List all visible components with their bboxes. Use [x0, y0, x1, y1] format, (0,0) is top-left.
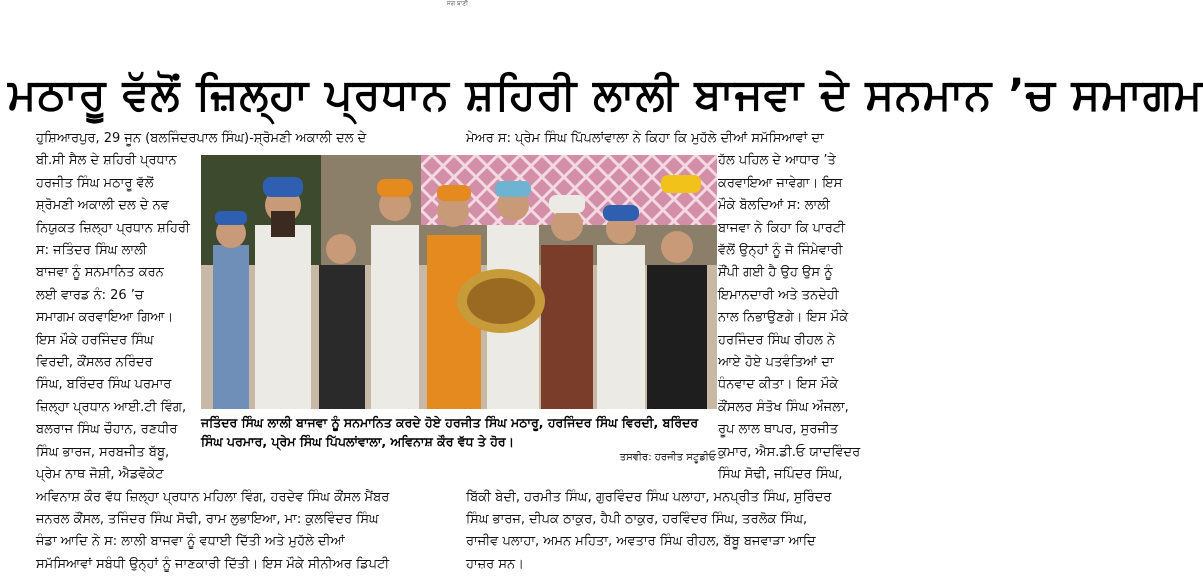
article-line: ਹਰਜਿੰਦਰ ਸਿੰਘ ਰੀਹਲ ਨੇ	[718, 332, 836, 348]
article-line: ਜ਼ਿਲ੍ਹਾ ਪ੍ਰਧਾਨ ਆਈ.ਟੀ ਵਿੰਗ,	[36, 399, 187, 415]
photo-credit: ਤਸਵੀਰ: ਹਰਜੀਤ ਸਟੂਡੀਓ	[619, 452, 716, 463]
news-photo	[201, 155, 717, 409]
article-line: ਮੇਅਰ ਸ: ਪ੍ਰੇਮ ਸਿੰਘ ਪਿੱਪਲਾਂਵਾਲਾ ਨੇ ਕਿਹਾ ਕਿ ਮੁਹੱਲੇ ਦੀਆਂ ਸਮੱਸਿਆਵਾਂ ਦਾ	[466, 131, 824, 146]
article-line: ਰੂਪ ਲਾਲ ਥਾਪਰ, ਸੁਰਜੀਤ	[718, 422, 839, 438]
article-line: ਇਸ ਮੌਕੇ ਹਰਜਿੰਦਰ ਸਿੰਘ	[36, 332, 154, 348]
article-line: ਲਈ ਵਾਰਡ ਨੰ: 26 ’ਚ	[36, 287, 144, 303]
article-line: ਹਰਜੀਤ ਸਿੰਘ ਮਠਾਰੂ ਵੱਲੋਂ	[36, 175, 154, 191]
article-line: ਨਿਯੁਕਤ ਜ਼ਿਲ੍ਹਾ ਪ੍ਰਧਾਨ ਸ਼ਹਿਰੀ	[36, 220, 190, 236]
article-line: ਰਾਜੀਵ ਪਲਾਹਾ, ਅਮਨ ਮਹਿਤਾ, ਅਵਤਾਰ ਸਿੰਘ ਰੀਹਲ, ਬੱਬੂ ਬਜਵਾੜਾ ਆਦਿ	[466, 534, 816, 550]
article-line: ਜਨਰਲ ਕੌਂਸਲ, ਤਜਿੰਦਰ ਸਿੰਘ ਸੋਢੀ, ਰਾਮ ਲੁਭਾਇਆ, ਮਾ: ਕੁਲਵਿੰਦਰ ਸਿੰਘ	[36, 511, 379, 527]
article-line: ਜੰਡਾ ਆਦਿ ਨੇ ਸ: ਲਾਲੀ ਬਾਜਵਾ ਨੂੰ ਵਧਾਈ ਦਿੱਤੀ ਅਤੇ ਮੁਹੱਲੇ ਦੀਆਂ	[36, 534, 345, 550]
article-line: ਹੁਸ਼ਿਆਰਪੁਰ, 29 ਜੂਨ (ਬਲਜਿੰਦਰਪਾਲ ਸਿੰਘ)-ਸ਼੍ਰੋਮਣੀ ਅਕਾਲੀ ਦਲ ਦੇ	[36, 131, 367, 146]
article-line: ਕਰਵਾਇਆ ਜਾਵੇਗਾ। ਇਸ	[718, 175, 843, 191]
article-line: ਸ਼੍ਰੋਮਣੀ ਅਕਾਲੀ ਦਲ ਦੇ ਨਵ	[36, 198, 169, 214]
article-line: ਸ: ਜਤਿੰਦਰ ਸਿੰਘ ਲਾਲੀ	[36, 243, 147, 259]
article-line: ਸੌਂਪੀ ਗਈ ਹੈ ਉਹ ਉਸ ਨੂੰ	[718, 265, 833, 281]
article-line: ਸਿੰਘ ਭਾਰਜ, ਸਰਬਜੀਤ ਬੱਬੂ,	[36, 444, 170, 460]
article-line: ਨਾਲ ਨਿਭਾਉਣਗੇ। ਇਸ ਮੌਕੇ	[718, 310, 849, 326]
top-strip: ਜਗ ਬਾਣੀ	[446, 0, 469, 7]
article-line: ਸਿੰਘ ਭਾਰਜ, ਦੀਪਕ ਠਾਕੁਰ, ਹੈਪੀ ਠਾਕੁਰ, ਹਰਵਿੰਦਰ ਸਿੰਘ, ਤਰਲੋਕ ਸਿੰਘ,	[466, 511, 808, 527]
article-line: ਆਏ ਹੋਏ ਪਤਵੰਤਿਆਂ ਦਾ	[718, 355, 834, 371]
article-line: ਬਾਜਵਾ ਨੂੰ ਸਨਮਾਨਿਤ ਕਰਨ	[36, 265, 164, 281]
article-line: ਕੁਮਾਰ, ਐਸ.ਡੀ.ਓ ਯਾਦਵਿੰਦਰ	[718, 444, 861, 460]
photo-caption: ਜਤਿੰਦਰ ਸਿੰਘ ਲਾਲੀ ਬਾਜਵਾ ਨੂੰ ਸਨਮਾਨਿਤ ਕਰਦੇ ਹੋਏ ਹਰਜੀਤ ਸਿੰਘ ਮਠਾਰੂ, ਹਰਜਿੰਦਰ ਸਿੰਘ ਵਿਰਦੀ, ਬਰਿੰਦਰ ਸਿੰਘ ਪਰਮਾਰ, ਪ੍ਰੇਮ ਸਿੰਘ ਪਿੱਪਲਾਂਵਾਲਾ, ਅਵਿਨਾਸ਼ ਕੌਰ ਵੱਧ ਤੇ ਹੋਰ।	[201, 415, 699, 449]
article-line: ਬੀ.ਸੀ ਸੈਲ ਦੇ ਸ਼ਹਿਰੀ ਪ੍ਰਧਾਨ	[36, 153, 177, 169]
article-line: ਧੰਨਵਾਦ ਕੀਤਾ। ਇਸ ਮੌਕੇ	[718, 377, 839, 393]
article-line: ਕੌਂਸਲਰ ਸੰਤੋਖ ਸਿੰਘ ਔਜਲਾ,	[718, 399, 849, 415]
article-line: ਅਵਿਨਾਸ਼ ਕੌਰ ਵੱਧ ਜ਼ਿਲ੍ਹਾ ਪ੍ਰਧਾਨ ਮਹਿਲਾ ਵਿੰਗ, ਹਰਦੇਵ ਸਿੰਘ ਕੌਂਸਲ ਮੈਂਬਰ	[36, 489, 390, 505]
article-line: ਸਿੰਘ ਸੋਢੀ, ਜਪਿੰਦਰ ਸਿੰਘ,	[718, 467, 843, 483]
article-line: ਹੱਲ ਪਹਿਲ ਦੇ ਆਧਾਰ ’ਤੇ	[718, 153, 836, 169]
headline: ਮਠਾਰੂ ਵੱਲੋਂ ਜ਼ਿਲ੍ਹਾ ਪ੍ਰਧਾਨ ਸ਼ਹਿਰੀ ਲਾਲੀ ਬਾਜਵਾ ਦੇ ਸਨਮਾਨ ’ਚ ਸਮਾਗਮ	[8, 69, 1203, 120]
article-line: ਸਮੱਸਿਆਵਾਂ ਸਬੰਧੀ ਉਨ੍ਹਾਂ ਨੂੰ ਜਾਣਕਾਰੀ ਦਿੱਤੀ। ਇਸ ਮੌਕੇ ਸੀਨੀਅਰ ਡਿਪਟੀ	[36, 556, 390, 572]
article-line: ਹਾਜ਼ਰ ਸਨ।	[466, 556, 524, 572]
photo-illustration	[201, 155, 717, 409]
article-line: ਸਮਾਗਮ ਕਰਵਾਇਆ ਗਿਆ।	[36, 310, 174, 326]
article-line: ਮੌਕੇ ਬੋਲਦਿਆਂ ਸ: ਲਾਲੀ	[718, 198, 830, 214]
article-line: ਬਿੱਕੀ ਬੇਦੀ, ਹਰਮੀਤ ਸਿੰਘ, ਗੁਰਵਿੰਦਰ ਸਿੰਘ ਪਲਾਹਾ, ਮਨਪ੍ਰੀਤ ਸਿੰਘ, ਸੁਰਿੰਦਰ	[466, 489, 832, 505]
article-line: ਬਾਜਵਾ ਨੇ ਕਿਹਾ ਕਿ ਪਾਰਟੀ	[718, 220, 846, 236]
article-line: ਸਿੰਘ, ਬਰਿੰਦਰ ਸਿੰਘ ਪਰਮਾਰ	[36, 377, 172, 393]
article-line: ਇਮਾਨਦਾਰੀ ਅਤੇ ਤਨਦੇਹੀ	[718, 287, 839, 303]
article-line: ਬਲਰਾਜ ਸਿੰਘ ਚੌਹਾਨ, ਰਣਧੀਰ	[36, 422, 178, 438]
article-line: ਵਿਰਦੀ, ਕੌਂਸਲਰ ਨਰਿੰਦਰ	[36, 355, 153, 371]
article-line: ਵੱਲੋਂ ਉਨ੍ਹਾਂ ਨੂੰ ਜੋ ਜਿੰਮੇਵਾਰੀ	[718, 243, 843, 259]
article-line: ਪ੍ਰੇਮ ਨਾਥ ਜੋਸ਼ੀ, ਐਡਵੋਕੇਟ	[36, 467, 164, 483]
